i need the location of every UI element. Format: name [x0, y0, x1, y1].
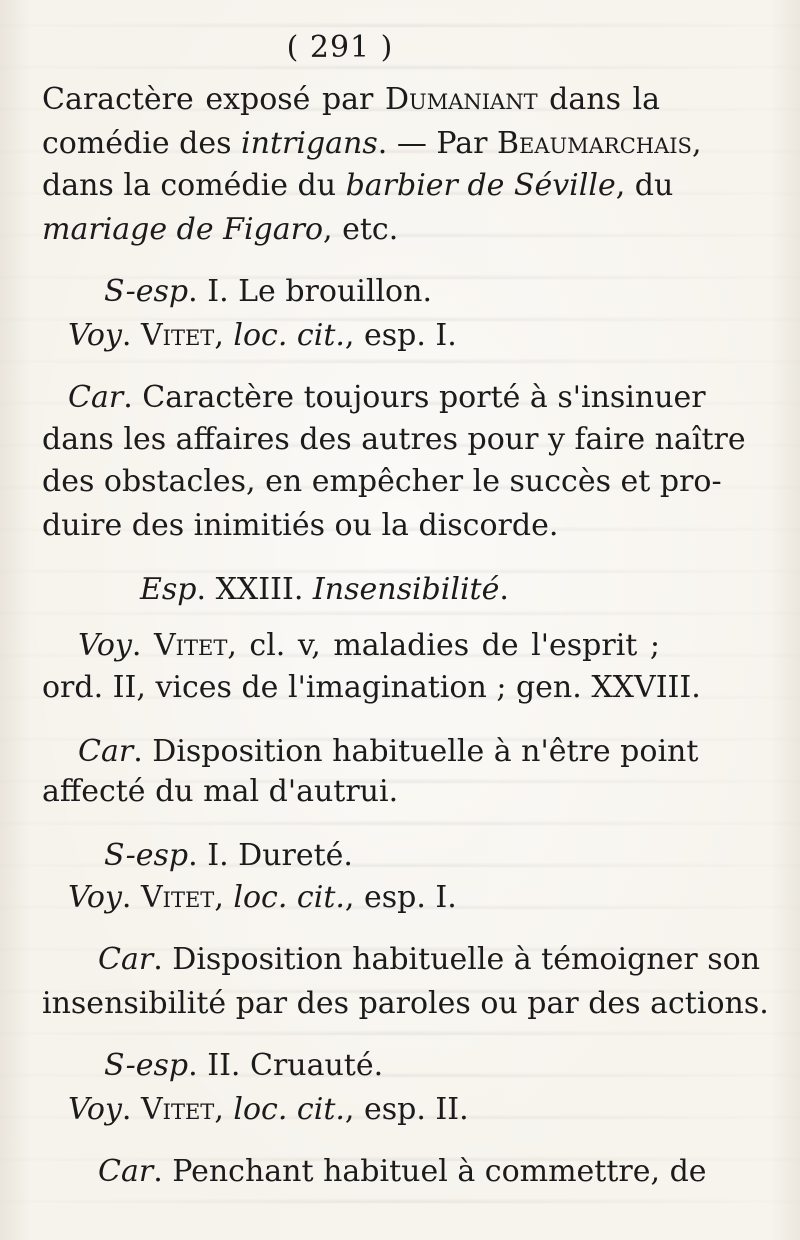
sub-species-heading [104, 1046, 383, 1086]
italic-text: S-esp [104, 1048, 189, 1083]
text-line [42, 984, 769, 1024]
text-line [42, 668, 701, 708]
text-run: comédie des [42, 126, 242, 161]
text-run: , [214, 318, 234, 353]
text-run: . II. Cruauté. [188, 1048, 384, 1083]
italic-text: Voy [68, 1092, 122, 1127]
small-caps-name: Vitet [141, 880, 215, 915]
text-run: . I. Le brouillon. [188, 274, 432, 309]
text-run: . [121, 318, 141, 353]
italic-text: Car [98, 942, 154, 977]
text-run: . Disposition habituelle à n'être point [133, 734, 699, 769]
small-caps-name: Vitet [141, 318, 215, 353]
page-number: ( 291 ) [286, 30, 394, 65]
text-line [68, 378, 706, 418]
text-run: . [121, 880, 141, 915]
italic-text: Esp [140, 572, 197, 607]
italic-text: S-esp [104, 274, 189, 309]
italic-text: barbier de Séville [345, 168, 616, 203]
italic-text: Voy [68, 880, 122, 915]
text-run: . Disposition habituelle à témoigner son [153, 942, 761, 977]
italic-text: loc. cit. [233, 318, 345, 353]
italic-text: Car [68, 380, 124, 415]
italic-text: S-esp [104, 838, 189, 873]
text-line [42, 124, 702, 164]
text-run: , esp. I. [344, 318, 457, 353]
italic-text: loc. cit. [233, 880, 345, 915]
text-run: , esp. I. [344, 880, 457, 915]
text-run: . — Par [377, 126, 497, 161]
reference-line [68, 316, 457, 356]
text-run: Caractère exposé par [42, 82, 385, 117]
italic-text: mariage de Figaro [42, 212, 324, 247]
text-run: dans la comédie du [42, 168, 346, 203]
text-run: , du [615, 168, 674, 203]
italic-text: Voy [68, 318, 122, 353]
text-run: . [121, 1092, 141, 1127]
italic-text: loc. cit. [233, 1092, 345, 1127]
small-caps-name: Vitet [141, 1092, 215, 1127]
text-run: duire des inimitiés ou la discorde. [42, 508, 559, 543]
text-run: dans les affaires des autres pour y faire naître [42, 422, 746, 457]
text-run: , [214, 880, 234, 915]
text-line [42, 80, 660, 120]
text-line [42, 166, 674, 206]
text-run: , etc. [323, 212, 399, 247]
text-run: affecté du mal d'autrui. [42, 774, 399, 809]
text-run: . I. Dureté. [188, 838, 353, 873]
text-run: , esp. II. [344, 1092, 469, 1127]
text-line [42, 772, 660, 812]
text-line [42, 210, 660, 250]
sub-species-heading [104, 272, 432, 312]
text-run: . [499, 572, 509, 607]
text-run: ord. II, vices de l'imagination ; gen. XXVIII. [42, 670, 701, 705]
text-run: , [214, 1092, 234, 1127]
italic-text: intrigans [241, 126, 378, 161]
text-run: . Penchant habituel à commettre, de [153, 1154, 707, 1189]
text-line [42, 420, 746, 460]
small-caps-name: Vitet [154, 628, 228, 663]
italic-text: Insensibilité [312, 572, 500, 607]
text-run: . Caractère toujours porté à s'insinuer [123, 380, 706, 415]
text-line [78, 732, 699, 772]
reference-line [68, 1090, 469, 1130]
text-run: , [691, 126, 702, 161]
italic-text: Voy [78, 628, 132, 663]
text-run: . XXIII. [196, 572, 313, 607]
small-caps-name: Beaumarchais [496, 126, 692, 161]
species-heading [140, 570, 509, 610]
text-run: des obstacles, en empêcher le succès et pro- [42, 464, 722, 499]
text-line [98, 1152, 707, 1192]
text-run: dans la [537, 82, 661, 117]
text-run: insensibilité par des paroles ou par des actions. [42, 986, 769, 1021]
sub-species-heading [104, 836, 353, 876]
text-run: , cl. v, maladies de l'esprit ; [227, 628, 661, 663]
italic-text: Car [98, 1154, 154, 1189]
text-line [42, 462, 722, 502]
text-run: . [131, 628, 155, 663]
small-caps-name: Dumaniant [384, 82, 538, 117]
text-line [78, 626, 660, 666]
italic-text: Car [78, 734, 134, 769]
reference-line [68, 878, 457, 918]
text-line [42, 506, 660, 546]
text-line [98, 940, 761, 980]
